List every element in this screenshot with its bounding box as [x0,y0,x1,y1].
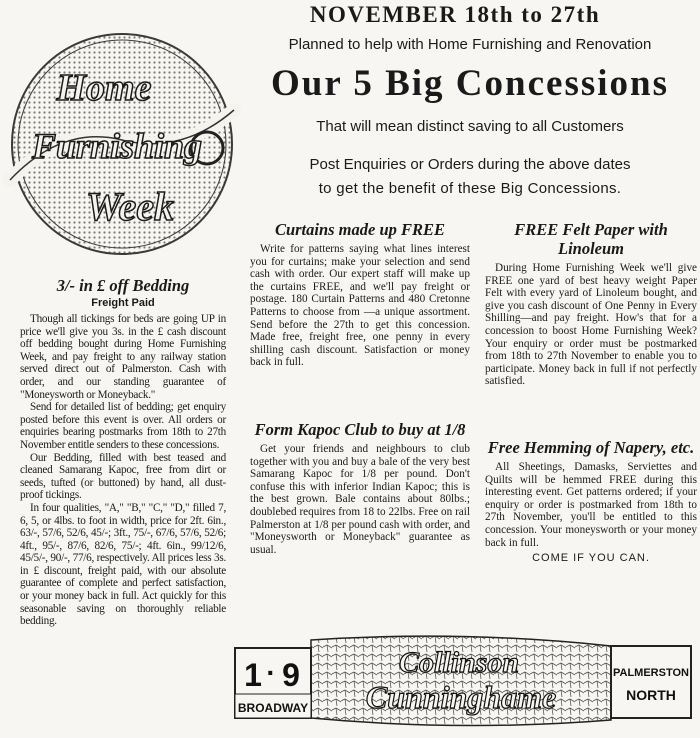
curtains-paragraph: Write for patterns saying what lines interest you for curtains; make your selection and send cash with order. Our expert staff will make up the curtains FREE, and we'll pay freight or postage. 180 Curtain Patterns and 480 Cretonne Patterns to choose from —a unique assortment. Send before the 27th to get this concession. Made free, freight free, one penny in every shilling cash discount. Satisfaction or money back in full. [250,243,470,369]
felt-title: FREE Felt Paper with Linoleum [514,220,668,258]
seal-furnishing: Furnishing [31,126,203,166]
kapoc-article [250,420,470,556]
bedding-subtitle: Freight Paid [91,297,155,309]
seal-home: Home [56,67,152,109]
curtains-title: Curtains made up FREE [274,220,446,239]
napery-paragraph: All Sheetings, Damasks, Serviettes and Quilts will be hemmed FREE during this interesting event. Get patterns ordered; if your enquiry or order is postmarked from 18th to 27th November, you'll be entitled to this concession. Your moneysworth or your money back in full. [485,461,697,549]
seal-week: Week [85,184,175,229]
bedding-paragraph-2: Send for detailed list of bedding; get enquiry posted before this event is over. All orders or enquiries bearing postmarks from 18th to 27th November entitle senders to these concessions. [20,401,226,451]
event-dates: NOVEMBER 18th to 27th [309,2,601,27]
banner-dot: · [266,657,276,688]
banner-name-2: Cunninghame [365,679,557,715]
banner-street: BROADWAY [237,701,309,715]
kapoc-paragraph: Get your friends and neighbours to club together with you and buy a bale of the very best Samarang Kapoc for 1/8 per pound. Don't confuse this with inferior Indian Kapoc; this is the best grown. Bale contains about 80lbs.; doublebed requires from 18 to 22lbs. Free on rail Palmerston at 1/8 per pound cash with order, and "Moneysworth or Moneyback" guarantee as usual. [250,443,470,556]
store-banner [233,634,693,728]
banner-number-1: 1 [244,657,262,693]
curtains-article [250,220,470,369]
banner-name-1: Collinson [398,646,520,679]
bedding-title: 3/- in £ off Bedding [56,276,190,295]
home-furnishing-week-seal [2,30,242,258]
napery-title: Free Hemming of Napery, etc. [487,438,695,457]
banner-town-2: NORTH [626,687,676,703]
saving-line: That will mean distinct saving to all Customers [316,118,624,135]
bedding-article [20,276,226,628]
post-line: Post Enquiries or Orders during the above dates [309,156,631,173]
napery-article [485,438,697,564]
bedding-paragraph-4: In four qualities, "A," "B," "C," "D," filled 7, 6, 5, or 4lbs. to foot in width, price for 2ft. 6in., 63/-, 57/6, 52/6, 45/-; 3ft., 75/-, 67/6, 57/6, 52/6; 4ft., 95/-, 87/6, 82/6, 75/-; 4ft. 6in., 99/12/6, 45/5/-, 90/-, 77/6, respectively. All prices less 3s. in £ discount, freight paid, with our absolute guarantee of complete and perfect satisfaction, or your money back in full. Act quickly for this seasonable saving on thoroughly reliable bedding. [20,501,226,628]
bedding-paragraph-3: Our Bedding, filled with best teased and cleaned Samarang Kapoc, free from dirt or seeds, tufted (or buttoned) by hand, all dust-proof tickings. [20,451,226,502]
banner-number-2: 9 [282,657,300,693]
felt-paragraph: During Home Furnishing Week we'll give FREE one yard of best heavy weight Paper Felt with every yard of Linoleum bought, and give you cash discount of One Penny in Every Shilling—and pay freight. How's that for a concession to boost Home Furnishing Week? Your enquiry or order must be postmarked from 18th to 27th November to enable you to participate. Money back in full if not perfectly satisfied. [485,262,697,388]
bedding-paragraph-1: Though all tickings for beds are going UP in price we'll give you 3s. in the £ cash discount off bedding bought during Home Furnishing Week, and pay freight to any railway station served direct out of Palmerston. Cash with order, and our standing guarantee of "Moneysworth or Moneyback." [20,313,226,401]
felt-article [485,220,697,388]
planned-line: Planned to help with Home Furnishing and Renovation [288,36,652,53]
benefit-line: to get the benefit of these Big Concessions. [318,180,622,197]
come-if-you-can: COME IF YOU CAN. [532,552,650,565]
banner-town-1: PALMERSTON [613,667,689,679]
kapoc-title: Form Kapoc Club to buy at 1/8 [254,420,466,439]
concessions-heading: Our 5 Big Concessions [270,63,670,104]
